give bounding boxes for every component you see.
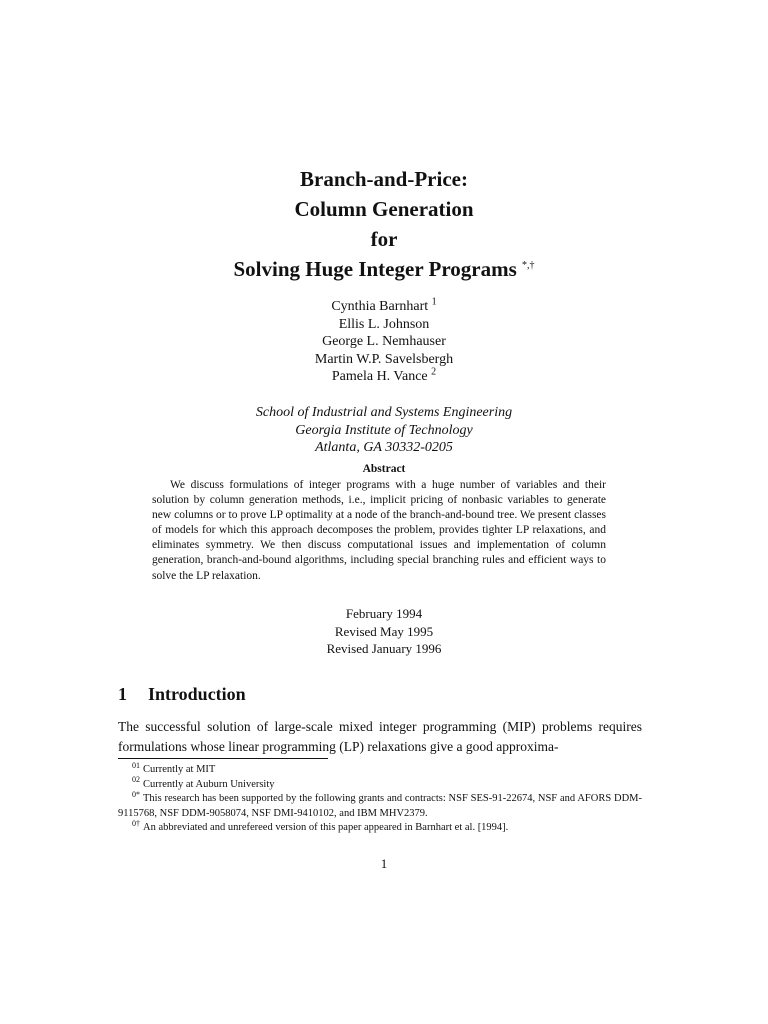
affiliation-line-2: Georgia Institute of Technology bbox=[295, 422, 473, 438]
footnote-text: This research has been supported by the following grants and contracts: NSF SES-91-22674, NSF and AFORS DDM-9115768, NSF DDM-9058074, NSF DMI-9410102, and IBM MHV2379. bbox=[118, 793, 642, 819]
date-line: Revised May 1995 bbox=[334, 623, 434, 639]
title-line-2: Column Generation bbox=[294, 197, 474, 221]
title-line-4-text: Solving Huge Integer Programs bbox=[233, 257, 517, 281]
section-title: Introduction bbox=[148, 684, 246, 704]
footnote-mark: 0* bbox=[132, 789, 140, 799]
author bbox=[0, 298, 768, 316]
author bbox=[0, 333, 768, 351]
title-line-4 bbox=[0, 254, 768, 284]
affiliation bbox=[0, 404, 768, 457]
footnote-text: Currently at Auburn University bbox=[143, 778, 275, 790]
abstract-heading: Abstract bbox=[362, 463, 406, 475]
section-heading bbox=[118, 684, 246, 705]
page-number: 1 bbox=[380, 856, 388, 871]
author-mark: 2 bbox=[431, 366, 437, 378]
author-name: Pamela H. Vance bbox=[331, 369, 428, 384]
footnote bbox=[118, 775, 642, 793]
title-footnote-mark: *,† bbox=[522, 260, 535, 271]
author-name: Cynthia Barnhart bbox=[331, 299, 429, 314]
title-line-1: Branch-and-Price: bbox=[300, 167, 468, 191]
date-block bbox=[0, 605, 768, 658]
author-name: Ellis L. Johnson bbox=[338, 316, 430, 332]
author bbox=[0, 316, 768, 334]
section-number: 1 bbox=[118, 684, 127, 704]
author bbox=[0, 351, 768, 369]
footnote-text: Currently at MIT bbox=[143, 764, 216, 775]
footnote bbox=[118, 760, 642, 778]
author-name: George L. Nemhauser bbox=[322, 334, 446, 349]
footnote-rule bbox=[118, 758, 328, 759]
footnote bbox=[118, 789, 642, 821]
date-line: Revised January 1996 bbox=[326, 641, 442, 656]
footnote-text: An abbreviated and unrefereed version of this paper appeared in Barnhart et al. [1994]. bbox=[143, 822, 509, 834]
date-line: February 1994 bbox=[345, 606, 423, 621]
footnote bbox=[118, 818, 642, 836]
abstract-text: We discuss formulations of integer programs with a huge number of variables and their solution by column generation methods, i.e., implicit pricing of nonbasic variables to generate new columns or to prove LP optimality at a node of the branch-and-bound tree. We present classes of models for which this approach decomposes the problem, provides tighter LP relaxations, and eliminates symmetry. We then discuss computational issues and implementation of column generation, branch-and-bound algorithms, including special branching rules and efficient ways to solve the LP relaxation. bbox=[152, 479, 606, 582]
author-name: Martin W.P. Savelsbergh bbox=[314, 351, 454, 367]
footnote-mark: 0† bbox=[132, 818, 140, 828]
footnote-mark: 02 bbox=[132, 775, 140, 785]
title-line-3: for bbox=[370, 227, 398, 251]
footnote-mark: 01 bbox=[132, 760, 140, 770]
intro-paragraph: The successful solution of large-scale mixed integer programming (MIP) problems requires formulations whose linear programming (LP) relaxations give a good approxima- bbox=[118, 719, 642, 754]
affiliation-line-3: Atlanta, GA 30332-0205 bbox=[315, 440, 453, 455]
author bbox=[0, 368, 768, 386]
affiliation-line-1: School of Industrial and Systems Engineering bbox=[255, 405, 513, 420]
author-mark: 1 bbox=[431, 296, 437, 308]
footnotes bbox=[118, 760, 642, 836]
paper-title bbox=[0, 164, 768, 284]
author-list bbox=[0, 298, 768, 386]
